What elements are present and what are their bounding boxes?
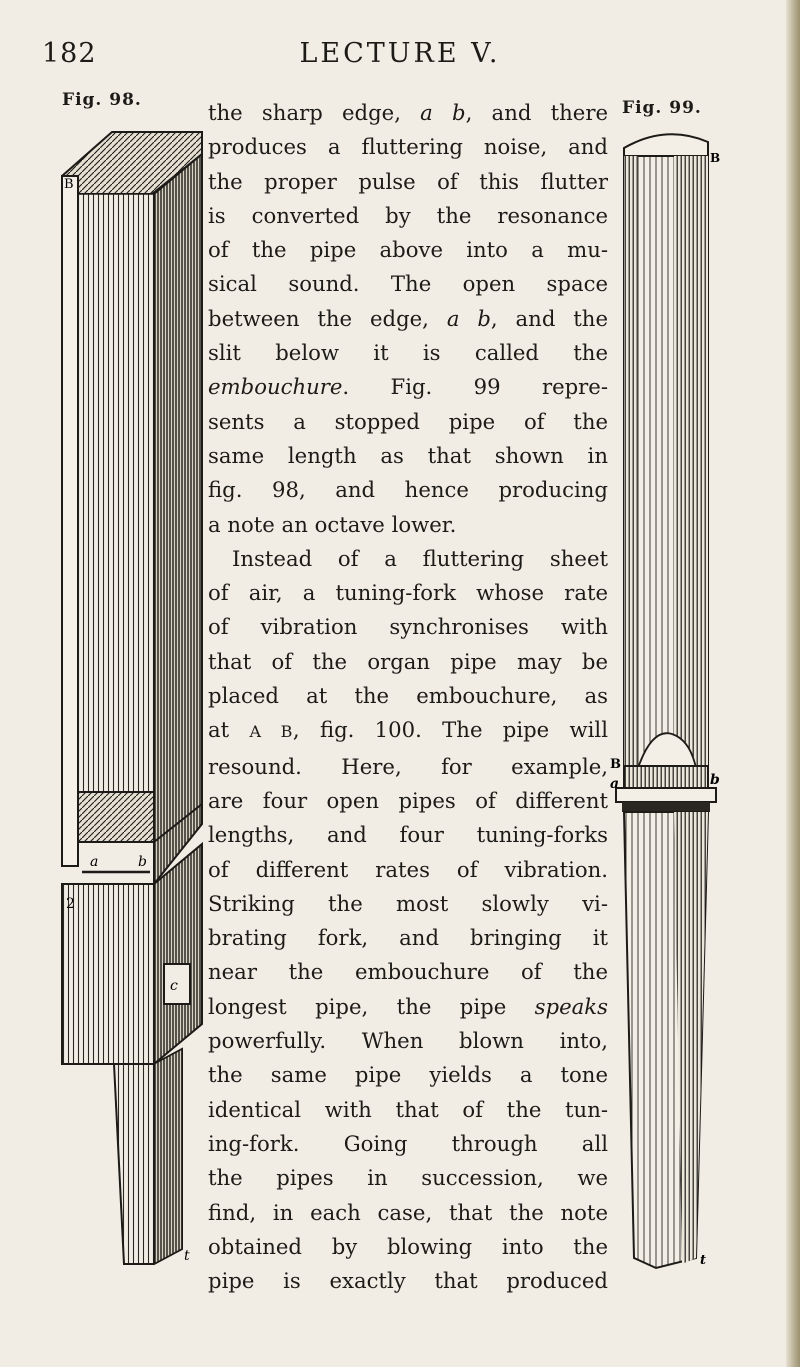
fig-98-letter-side: 2 xyxy=(66,896,75,912)
fig-99-letter-b: b xyxy=(710,772,720,788)
fig-99-letter-side-b: B xyxy=(610,757,621,772)
text-line: fig. 98, and hence producing xyxy=(208,477,608,503)
text-line: is converted by the resonance xyxy=(208,202,608,228)
text-line: obtained by blowing into the xyxy=(208,1233,608,1259)
text-line: are four open pipes of different xyxy=(208,787,608,813)
text-line: the proper pulse of this flutter xyxy=(208,168,608,194)
body-text xyxy=(208,96,608,1298)
text-line: resound. Here, for example, xyxy=(208,753,608,779)
text-line: at A B, fig. 100. The pipe will xyxy=(208,717,608,743)
text-line: same length as that shown in xyxy=(208,442,608,468)
text-line: slit below it is called the xyxy=(208,340,608,366)
fig-99-label: Fig. 99. xyxy=(622,98,702,118)
text-line: Striking the most slowly vi- xyxy=(208,890,608,916)
text-line: of air, a tuning-fork whose rate xyxy=(208,580,608,606)
text-line: powerfully. When blown into, xyxy=(208,1028,608,1054)
fig-99-letter-bottom: t xyxy=(700,1253,707,1268)
text-line: identical with that of the tun- xyxy=(208,1096,608,1122)
text-line: sical sound. The open space xyxy=(208,271,608,297)
text-line: lengths, and four tuning-forks xyxy=(208,822,608,848)
text-line: a note an octave lower. xyxy=(208,511,457,537)
text-line: sents a stopped pipe of the xyxy=(208,408,608,434)
text-line: the pipes in succession, we xyxy=(208,1165,608,1191)
fig-98-letter-c: c xyxy=(170,978,178,994)
text-line: ing-fork. Going through all xyxy=(208,1130,608,1156)
text-line: the sharp edge, a b, and there xyxy=(208,100,608,125)
text-line: of different rates of vibration. xyxy=(208,856,608,882)
text-line: between the edge, a b, and the xyxy=(208,305,608,331)
text-line: longest pipe, the pipe speaks xyxy=(208,993,608,1019)
text-line: of the pipe above into a mu- xyxy=(208,237,608,263)
text-line: placed at the embouchure, as xyxy=(208,683,608,709)
page-header xyxy=(0,38,800,78)
text-line: find, in each case, that the note xyxy=(208,1199,608,1225)
page-number: 182 xyxy=(42,38,97,69)
fig-98-label: Fig. 98. xyxy=(62,90,142,110)
text-line: near the embouchure of the xyxy=(208,959,608,985)
text-line: of vibration synchronises with xyxy=(208,614,608,640)
fig-98-open-pipe-illustration xyxy=(52,124,208,1274)
fig-98-letter-top: B xyxy=(64,177,74,192)
fig-99-letter-top: B xyxy=(710,151,721,165)
fig-99-letter-a: a xyxy=(610,776,620,792)
text-line: brating fork, and bringing it xyxy=(208,925,608,951)
text-line: the same pipe yields a tone xyxy=(208,1062,608,1088)
text-line: Instead of a fluttering sheet xyxy=(232,545,608,571)
fig-98-letter-b: b xyxy=(138,854,147,870)
page-edge-shadow xyxy=(786,0,800,1367)
fig-99-stopped-pipe-illustration xyxy=(612,128,720,1278)
fig-98-letter-a: a xyxy=(90,854,99,870)
text-line: that of the organ pipe may be xyxy=(208,648,608,674)
fig-98-letter-bottom: t xyxy=(184,1248,190,1264)
text-line: pipe is exactly that produced xyxy=(208,1268,608,1294)
text-line: produces a fluttering noise, and xyxy=(208,134,608,160)
text-line: embouchure. Fig. 99 repre- xyxy=(208,374,608,400)
running-title: LECTURE V. xyxy=(299,38,501,69)
